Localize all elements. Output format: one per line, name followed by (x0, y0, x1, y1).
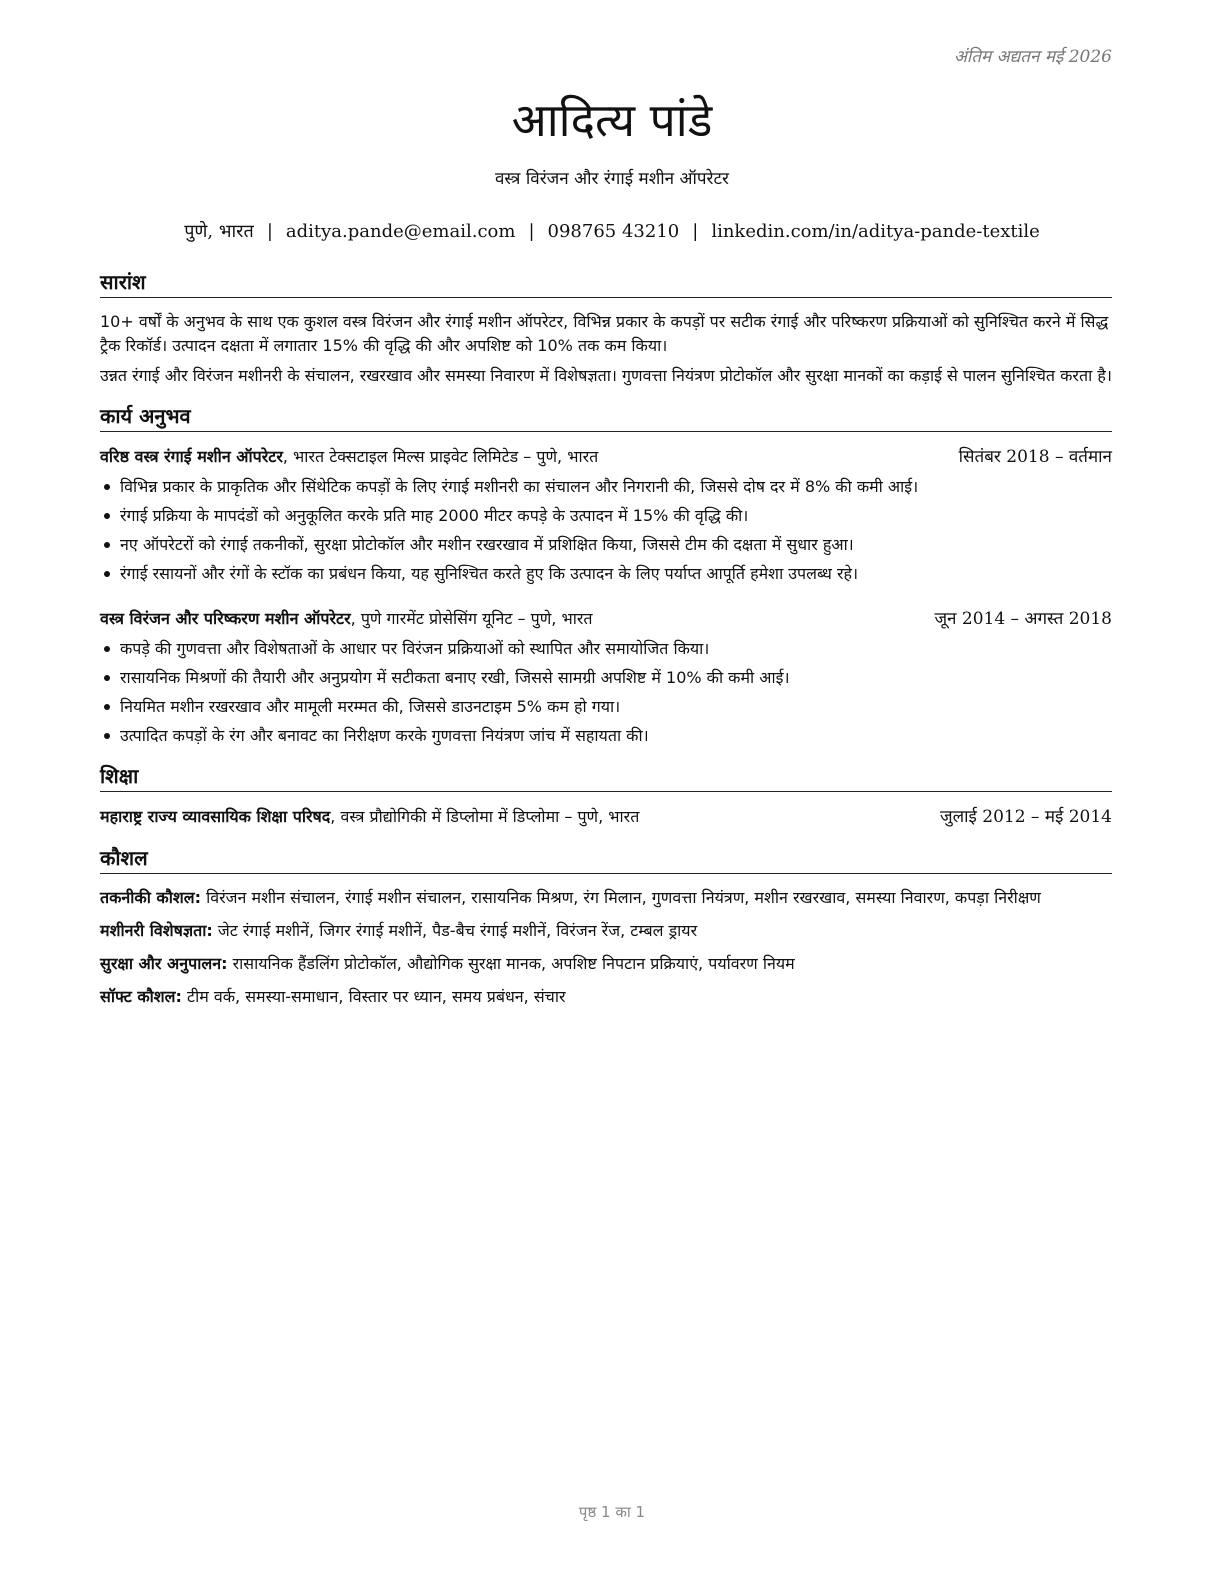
page-number: पृष्ठ 1 का 1 (578, 1503, 646, 1521)
job-bullet (100, 562, 1112, 586)
education-line (100, 804, 639, 830)
job-header (100, 444, 1112, 470)
job-bullets (100, 637, 1112, 748)
experience-section (100, 402, 1112, 748)
bullet-icon (104, 571, 110, 577)
contact-location: पुणे, भारत (184, 221, 254, 242)
bullet-icon (104, 513, 110, 519)
job-bullet (100, 637, 1112, 661)
contact-line (0, 219, 1224, 243)
skill-value: टीम वर्क, समस्या-समाधान, विस्तार पर ध्यान, समय प्रबंधन, संचार (181, 987, 566, 1006)
job-bullet-text: नियमित मशीन रखरखाव और मामूली मरम्मत की, जिससे डाउनटाइम 5% कम हो गया। (120, 697, 621, 716)
contact-separator: | (528, 221, 535, 242)
skill-value: जेट रंगाई मशीनें, जिगर रंगाई मशीनें, पैड-बैच रंगाई मशीनें, विरंजन रेंज, टम्बल ड्रायर (212, 921, 698, 940)
skill-label: मशीनरी विशेषज्ञता: (100, 921, 213, 940)
skill-value: रासायनिक हैंडलिंग प्रोटोकॉल, औद्योगिक सुरक्षा मानक, अपशिष्ट निपटान प्रक्रियाएं, पर्यावरण नियम (227, 954, 795, 973)
job-bullet (100, 475, 1112, 499)
skill-label: तकनीकी कौशल: (100, 888, 201, 907)
bullet-icon (104, 484, 110, 490)
education-institution: महाराष्ट्र राज्य व्यावसायिक शिक्षा परिषद (100, 807, 331, 826)
job-title-line (100, 444, 598, 470)
bullet-icon (104, 704, 110, 710)
bullet-icon (104, 675, 110, 681)
bullet-icon (104, 646, 110, 652)
skill-value: विरंजन मशीन संचालन, रंगाई मशीन संचालन, रासायनिक मिश्रण, रंग मिलान, गुणवत्ता नियंत्रण, मशीन रखरखाव, समस्या निवारण, कपड़ा निरीक्षण (201, 888, 1041, 907)
job-bullet (100, 695, 1112, 719)
candidate-name: आदित्य पांडे (511, 93, 713, 147)
job-position: वरिष्ठ वस्त्र रंगाई मशीन ऑपरेटर (100, 447, 283, 466)
education-details: , वस्त्र प्रौद्योगिकी में डिप्लोमा में डिप्लोमा – पुणे, भारत (330, 807, 640, 826)
job-bullet-text: उत्पादित कपड़ों के रंग और बनावट का निरीक्षण करके गुणवत्ता नियंत्रण जांच में सहायता की। (120, 726, 649, 745)
resume-content (100, 268, 1112, 1018)
job-header (100, 606, 1112, 632)
skill-label: सुरक्षा और अनुपालन: (100, 954, 228, 973)
job-bullet (100, 504, 1112, 528)
job-bullet-text: कपड़े की गुणवत्ता और विशेषताओं के आधार पर विरंजन प्रक्रियाओं को स्थापित और समायोजित किया। (120, 639, 710, 658)
job-bullet-text: विभिन्न प्रकार के प्राकृतिक और सिंथेटिक कपड़ों के लिए रंगाई मशीनरी का संचालन और निगरानी की, जिससे दोष दर में 8% की कमी आई। (120, 477, 919, 496)
job-organization: , पुणे गारमेंट प्रोसेसिंग यूनिट – पुणे, भारत (350, 609, 593, 628)
skill-line (100, 952, 1112, 976)
summary-paragraph: उन्नत रंगाई और विरंजन मशीनरी के संचालन, रखरखाव और समस्या निवारण में विशेषज्ञता। गुणवत्ता नियंत्रण प्रोटोकॉल और सुरक्षा मानकों का कड़ाई से पालन सुनिश्चित करता है। (100, 366, 1112, 385)
job-bullet-text: रंगाई प्रक्रिया के मापदंडों को अनुकूलित करके प्रति माह 2000 मीटर कपड़े के उत्पादन में 15% की वृद्धि की। (120, 506, 749, 525)
contact-separator: | (266, 221, 273, 242)
section-title-education: शिक्षा (100, 762, 1112, 792)
skill-line (100, 919, 1112, 943)
skill-label: सॉफ्ट कौशल: (100, 987, 182, 1006)
summary-paragraph: 10+ वर्षों के अनुभव के साथ एक कुशल वस्त्र विरंजन और रंगाई मशीन ऑपरेटर, विभिन्न प्रकार के कपड़ों पर सटीक रंगाई और परिष्करण प्रक्रियाओं को सुनिश्चित करने में सिद्ध ट्रैक रिकॉर्ड। उत्पादन दक्षता में लगातार 15% की वृद्धि की और अपशिष्ट को 10% तक कम किया। (100, 312, 1109, 355)
job-bullet-text: रंगाई रसायनों और रंगों के स्टॉक का प्रबंधन किया, यह सुनिश्चित करते हुए कि उत्पादन के लिए पर्याप्त आपूर्ति हमेशा उपलब्ध रहे। (120, 564, 859, 583)
job-bullet-text: नए ऑपरेटरों को रंगाई तकनीकों, सुरक्षा प्रोटोकॉल और मशीन रखरखाव में प्रशिक्षित किया, जिससे टीम की दक्षता में सुधार हुआ। (120, 535, 854, 554)
contact-linkedin[interactable]: linkedin.com/in/aditya-pande-textile (711, 221, 1040, 242)
job-dates: जून 2014 – अगस्त 2018 (934, 609, 1112, 629)
education-dates: जुलाई 2012 – मई 2014 (939, 807, 1112, 827)
summary-section (100, 268, 1112, 388)
job-title-line (100, 606, 593, 632)
job-entry (100, 606, 1112, 748)
job-dates: सितंबर 2018 – वर्तमान (958, 447, 1112, 467)
job-position: वस्त्र विरंजन और परिष्करण मशीन ऑपरेटर (100, 609, 351, 628)
job-bullets (100, 475, 1112, 586)
contact-email[interactable]: aditya.pande@email.com (285, 221, 516, 242)
section-title-experience: कार्य अनुभव (100, 402, 1112, 432)
job-bullet (100, 533, 1112, 557)
contact-phone[interactable]: 098765 43210 (547, 221, 680, 242)
skill-line (100, 985, 1112, 1009)
job-bullet (100, 724, 1112, 748)
job-entry (100, 444, 1112, 586)
education-entry (100, 804, 1112, 830)
job-bullet (100, 666, 1112, 690)
last-updated: अंतिम अद्यतन मई 2026 (953, 47, 1112, 67)
bullet-icon (104, 542, 110, 548)
bullet-icon (104, 733, 110, 739)
contact-separator: | (692, 221, 699, 242)
section-title-summary: सारांश (100, 268, 1112, 298)
education-section (100, 762, 1112, 830)
skills-section (100, 844, 1112, 1009)
candidate-role: वस्त्र विरंजन और रंगाई मशीन ऑपरेटर (494, 169, 730, 189)
job-bullet-text: रासायनिक मिश्रणों की तैयारी और अनुप्रयोग में सटीकता बनाए रखी, जिससे सामग्री अपशिष्ट में 10% की कमी आई। (120, 668, 790, 687)
job-organization: , भारत टेक्सटाइल मिल्स प्राइवेट लिमिटेड – पुणे, भारत (282, 447, 599, 466)
skill-line (100, 886, 1112, 910)
section-title-skills: कौशल (100, 844, 1112, 874)
